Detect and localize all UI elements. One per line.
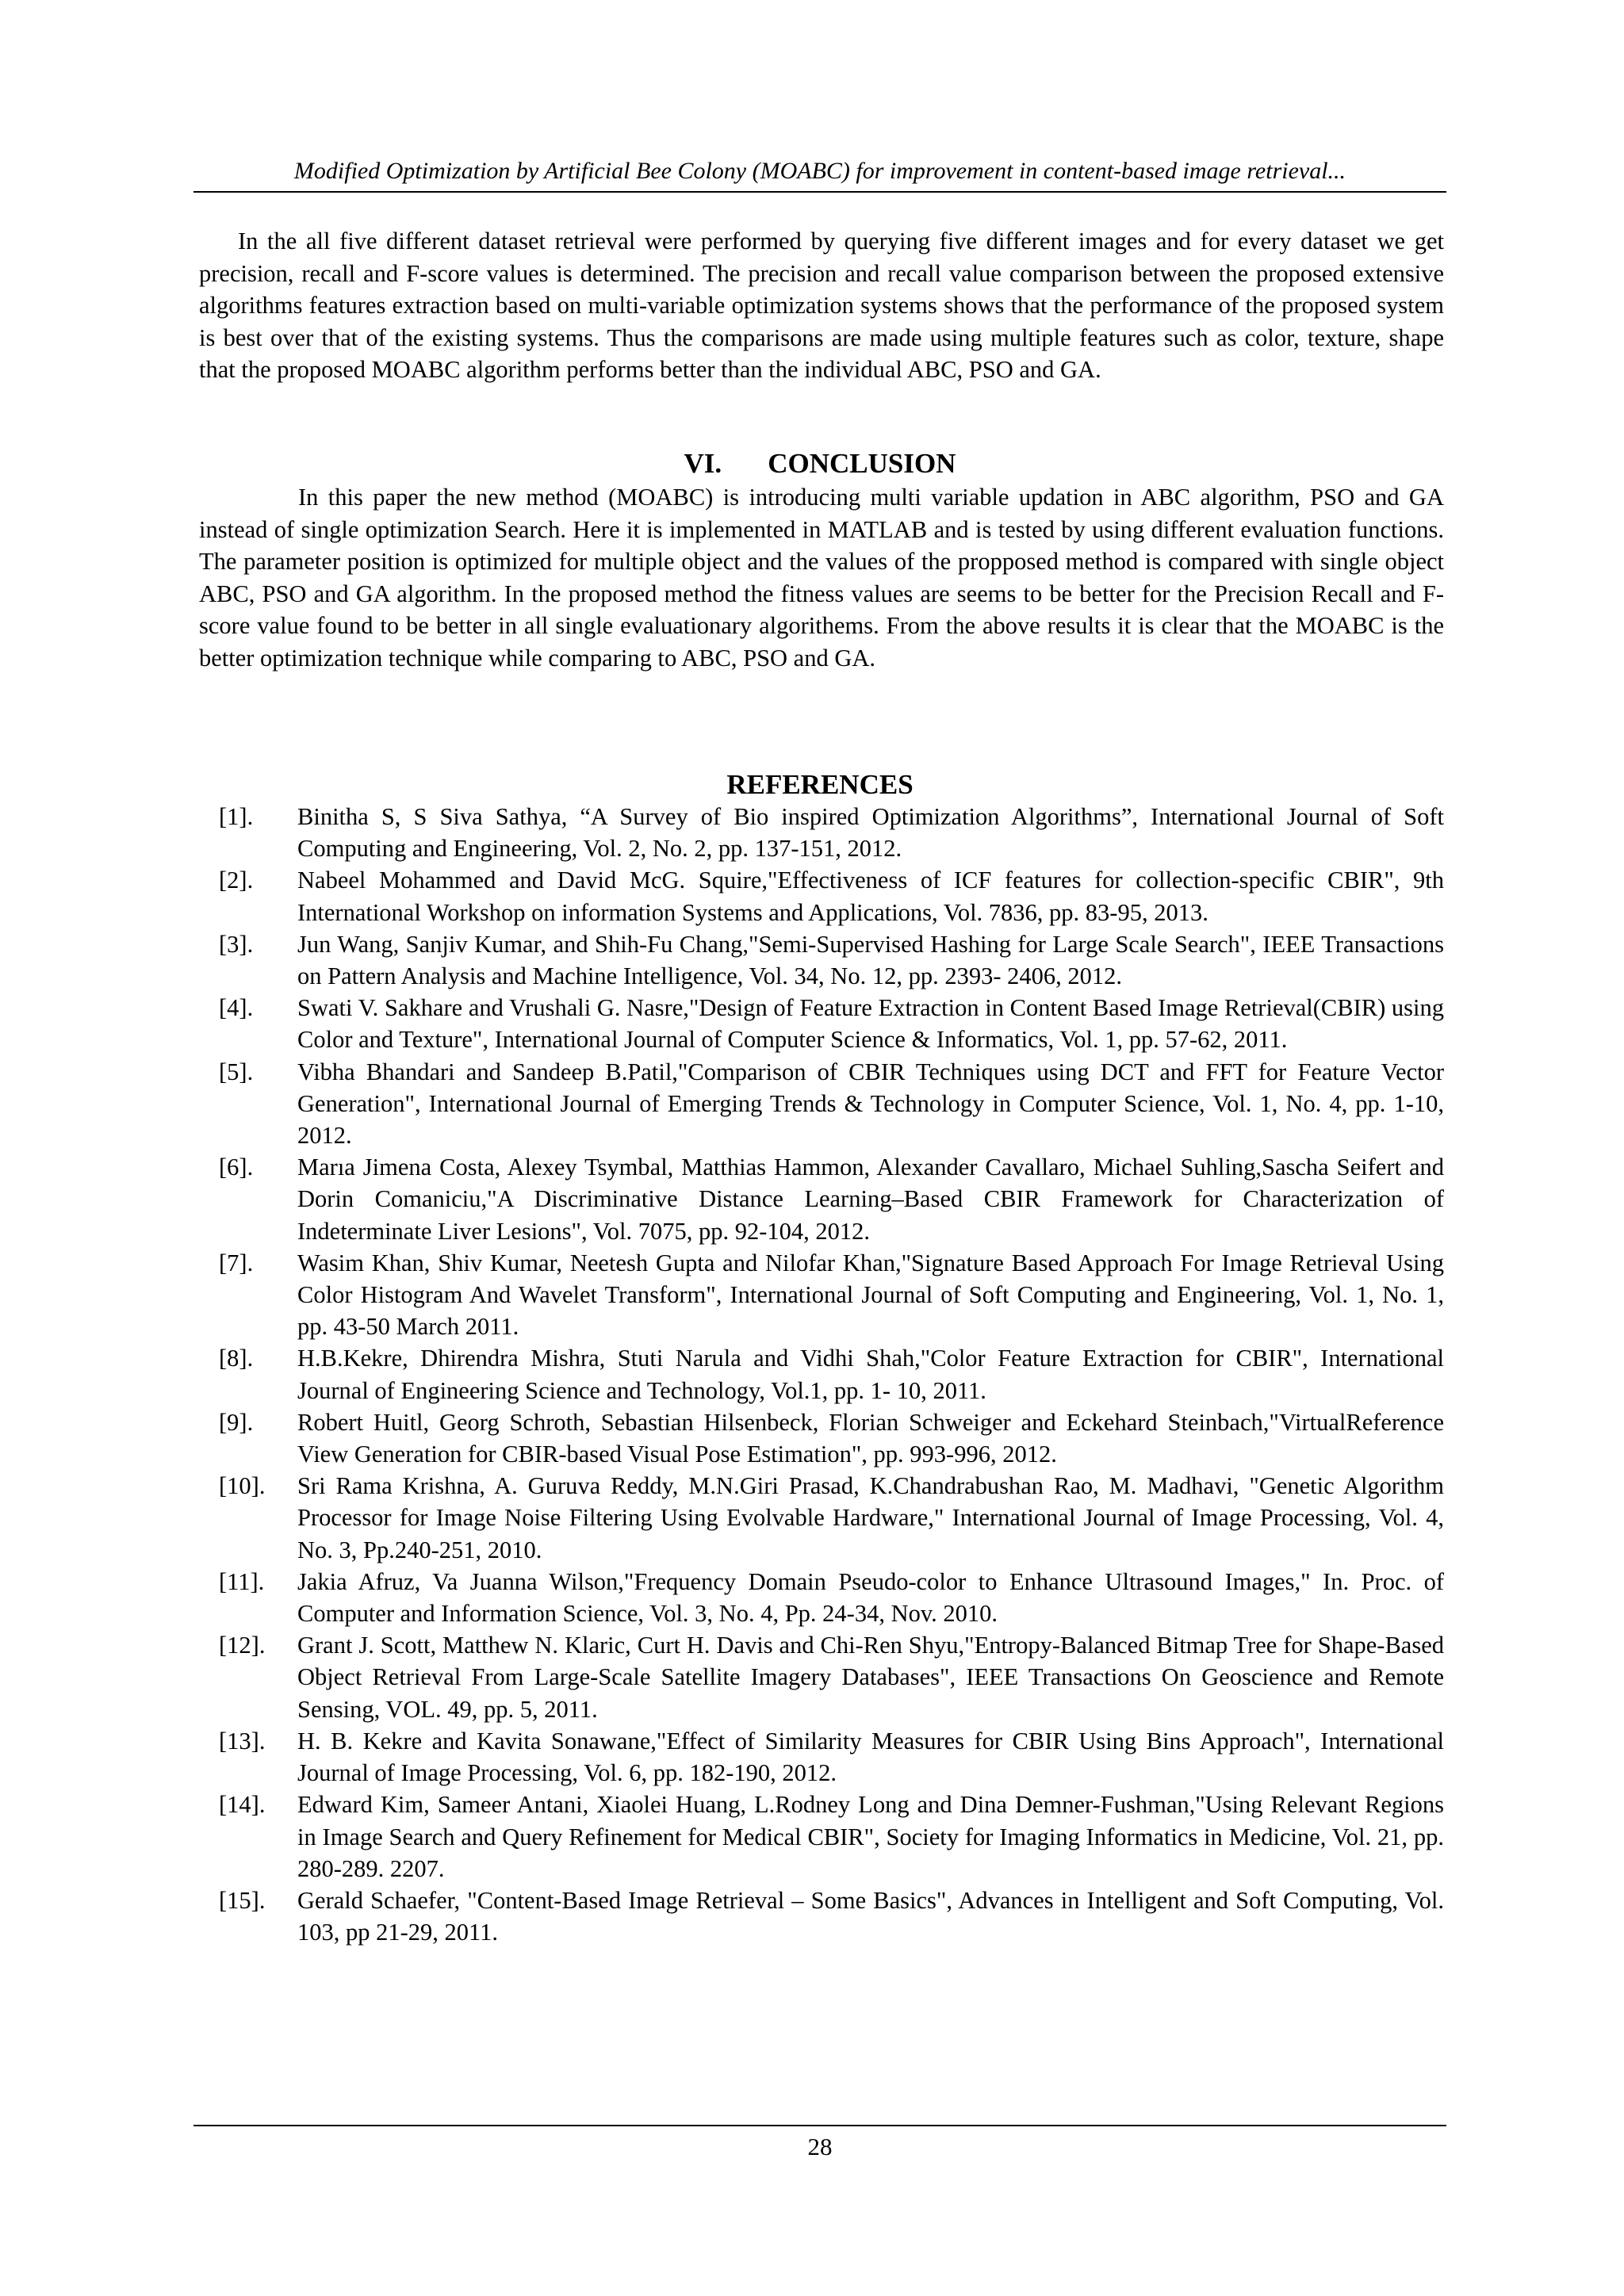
reference-text: Robert Huitl, Georg Schroth, Sebastian Hilsenbeck, Florian Schweiger and Eckehard Steinbach,"VirtualReference View Generation for CBIR-based Visual Pose Estimation", pp. 993-996, 2012. [297, 1408, 1444, 1468]
reference-item [219, 1629, 1444, 1725]
reference-text: Grant J. Scott, Matthew N. Klaric, Curt H. Davis and Chi-Ren Shyu,"Entropy-Balanced Bitmap Tree for Shape-Based Object Retrieval From Large-Scale Satellite Imagery Databases", IEEE Transactions On Geoscience and Remote Sensing, VOL. 49, pp. 5, 2011. [297, 1632, 1444, 1723]
reference-text: Wasim Khan, Shiv Kumar, Neetesh Gupta and Nilofar Khan,"Signature Based Approach For Image Retrieval Using Color Histogram And Wavelet Transform", International Journal of Soft Computing and Engineering, Vol. 1, No. 1, pp. 43-50 March 2011. [297, 1249, 1444, 1341]
reference-text: Nabeel Mohammed and David McG. Squire,"Effectiveness of ICF features for collection-specific CBIR", 9th International Workshop on information Systems and Applications, Vol. 7836, pp. 83-95, 2013. [297, 867, 1444, 926]
reference-text: Swati V. Sakhare and Vrushali G. Nasre,"Design of Feature Extraction in Content Based Image Retrieval(CBIR) using Color and Texture", International Journal of Computer Science & Informatics, Vol. 1, pp. 57-62, 2011. [297, 994, 1444, 1054]
conclusion-section-title: CONCLUSION [768, 448, 956, 479]
reference-text: H.B.Kekre, Dhirendra Mishra, Stuti Narula and Vidhi Shah,"Color Feature Extraction for CBIR", International Journal of Engineering Science and Technology, Vol.1, pp. 1- 10, 2011. [297, 1345, 1444, 1404]
reference-number: [3]. [219, 930, 254, 958]
reference-item [219, 1470, 1444, 1566]
running-header: Modified Optimization by Artificial Bee Colony (MOABC) for improvement in content-based image retrieval... [293, 158, 1346, 184]
reference-text: Jakia Afruz, Va Juanna Wilson,"Frequency Domain Pseudo-color to Enhance Ultrasound Images," In. Proc. of Computer and Information Science, Vol. 3, No. 4, Pp. 24-34, Nov. 2010. [297, 1567, 1444, 1628]
conclusion-paragraph: In this paper the new method (MOABC) is introducing multi variable updation in ABC algorithm, PSO and GA instead of single optimization Search. Here it is implemented in MATLAB and is tested by using different evaluation functions. The parameter position is optimized for multiple object and the values of the propposed method is compared with single object ABC, PSO and GA algorithm. In the proposed method the fitness values are seems to be better for the Precision Recall and F-score value found to be better in all single evaluationary algorithems. From the above results it is clear that the MOABC is the better optimization technique while comparing to ABC, PSO and GA. [199, 484, 1444, 672]
reference-item [219, 992, 1444, 1055]
reference-item [219, 1151, 1444, 1247]
reference-number: [7]. [219, 1249, 254, 1276]
conclusion-heading [193, 446, 1446, 481]
reference-number: [15]. [219, 1886, 266, 1914]
reference-text: H. B. Kekre and Kavita Sonawane,"Effect of Similarity Measures for CBIR Using Bins Approach", International Journal of Image Processing, Vol. 6, pp. 182-190, 2012. [297, 1727, 1444, 1787]
reference-number: [8]. [219, 1345, 254, 1372]
reference-number: [5]. [219, 1058, 254, 1085]
reference-number: [13]. [219, 1727, 266, 1755]
header-divider [193, 191, 1446, 193]
results-paragraph: In the all five different dataset retrieval were performed by querying five different images and for every dataset we get precision, recall and F-score values is determined. The precision and recall value comparison between the proposed extensive algorithms features extraction based on multi-variable optimization systems shows that the performance of the proposed system is best over that of the existing systems. Thus the comparisons are made using multiple features such as color, texture, shape that the proposed MOABC algorithm performs better than the individual ABC, PSO and GA. [199, 228, 1444, 383]
reference-number: [9]. [219, 1408, 254, 1436]
reference-number: [2]. [219, 867, 254, 894]
reference-text: Marıa Jimena Costa, Alexey Tsymbal, Matthias Hammon, Alexander Cavallaro, Michael Suhling,Sascha Seifert and Dorin Comaniciu,"A Discriminative Distance Learning–Based CBIR Framework for Characterization of Indeterminate Liver Lesions", Vol. 7075, pp. 92-104, 2012. [297, 1154, 1444, 1245]
page-number: 28 [807, 2133, 833, 2160]
footer-divider [193, 2125, 1446, 2126]
conclusion-section-number: VI. [684, 448, 722, 479]
reference-text: Sri Rama Krishna, A. Guruva Reddy, M.N.Giri Prasad, K.Chandrabushan Rao, M. Madhavi, "Genetic Algorithm Processor for Image Noise Filtering Using Evolvable Hardware," International Journal of Image Processing, Vol. 4, No. 3, Pp.240-251, 2010. [297, 1472, 1444, 1563]
reference-text: Gerald Schaefer, "Content-Based Image Retrieval – Some Basics", Advances in Intelligent and Soft Computing, Vol. 103, pp 21-29, 2011. [297, 1886, 1444, 1946]
reference-number: [10]. [219, 1472, 266, 1500]
reference-item [219, 1566, 1444, 1629]
reference-number: [11]. [219, 1567, 265, 1595]
reference-text: Jun Wang, Sanjiv Kumar, and Shih-Fu Chang,"Semi-Supervised Hashing for Large Scale Search", IEEE Transactions on Pattern Analysis and Machine Intelligence, Vol. 34, No. 12, pp. 2393- 2406, 2012. [297, 930, 1444, 990]
reference-text: Vibha Bhandari and Sandeep B.Patil,"Comparison of CBIR Techniques using DCT and FFT for Feature Vector Generation", International Journal of Emerging Trends & Technology in Computer Science, Vol. 1, No. 4, pp. 1-10, 2012. [297, 1058, 1444, 1150]
reference-number: [12]. [219, 1632, 266, 1659]
reference-number: [14]. [219, 1791, 266, 1819]
reference-item [219, 1056, 1444, 1152]
reference-item [219, 1342, 1444, 1406]
reference-item [219, 1789, 1444, 1885]
reference-item [219, 1247, 1444, 1343]
reference-number: [6]. [219, 1154, 254, 1181]
reference-number: [1]. [219, 803, 254, 830]
reference-list [219, 801, 1444, 1948]
references-heading: REFERENCES [726, 769, 914, 800]
reference-text: Edward Kim, Sameer Antani, Xiaolei Huang, L.Rodney Long and Dina Demner-Fushman,"Using Relevant Regions in Image Search and Query Refinement for Medical CBIR", Society for Imaging Informatics in Medicine, Vol. 21, pp. 280-289. 2207. [297, 1791, 1444, 1882]
reference-item [219, 864, 1444, 928]
reference-item [219, 1885, 1444, 1948]
reference-number: [4]. [219, 994, 254, 1022]
reference-item [219, 928, 1444, 992]
reference-item [219, 1725, 1444, 1789]
reference-item [219, 801, 1444, 864]
reference-text: Binitha S, S Siva Sathya, “A Survey of Bio inspired Optimization Algorithms”, International Journal of Soft Computing and Engineering, Vol. 2, No. 2, pp. 137-151, 2012. [297, 803, 1444, 863]
reference-item [219, 1406, 1444, 1470]
